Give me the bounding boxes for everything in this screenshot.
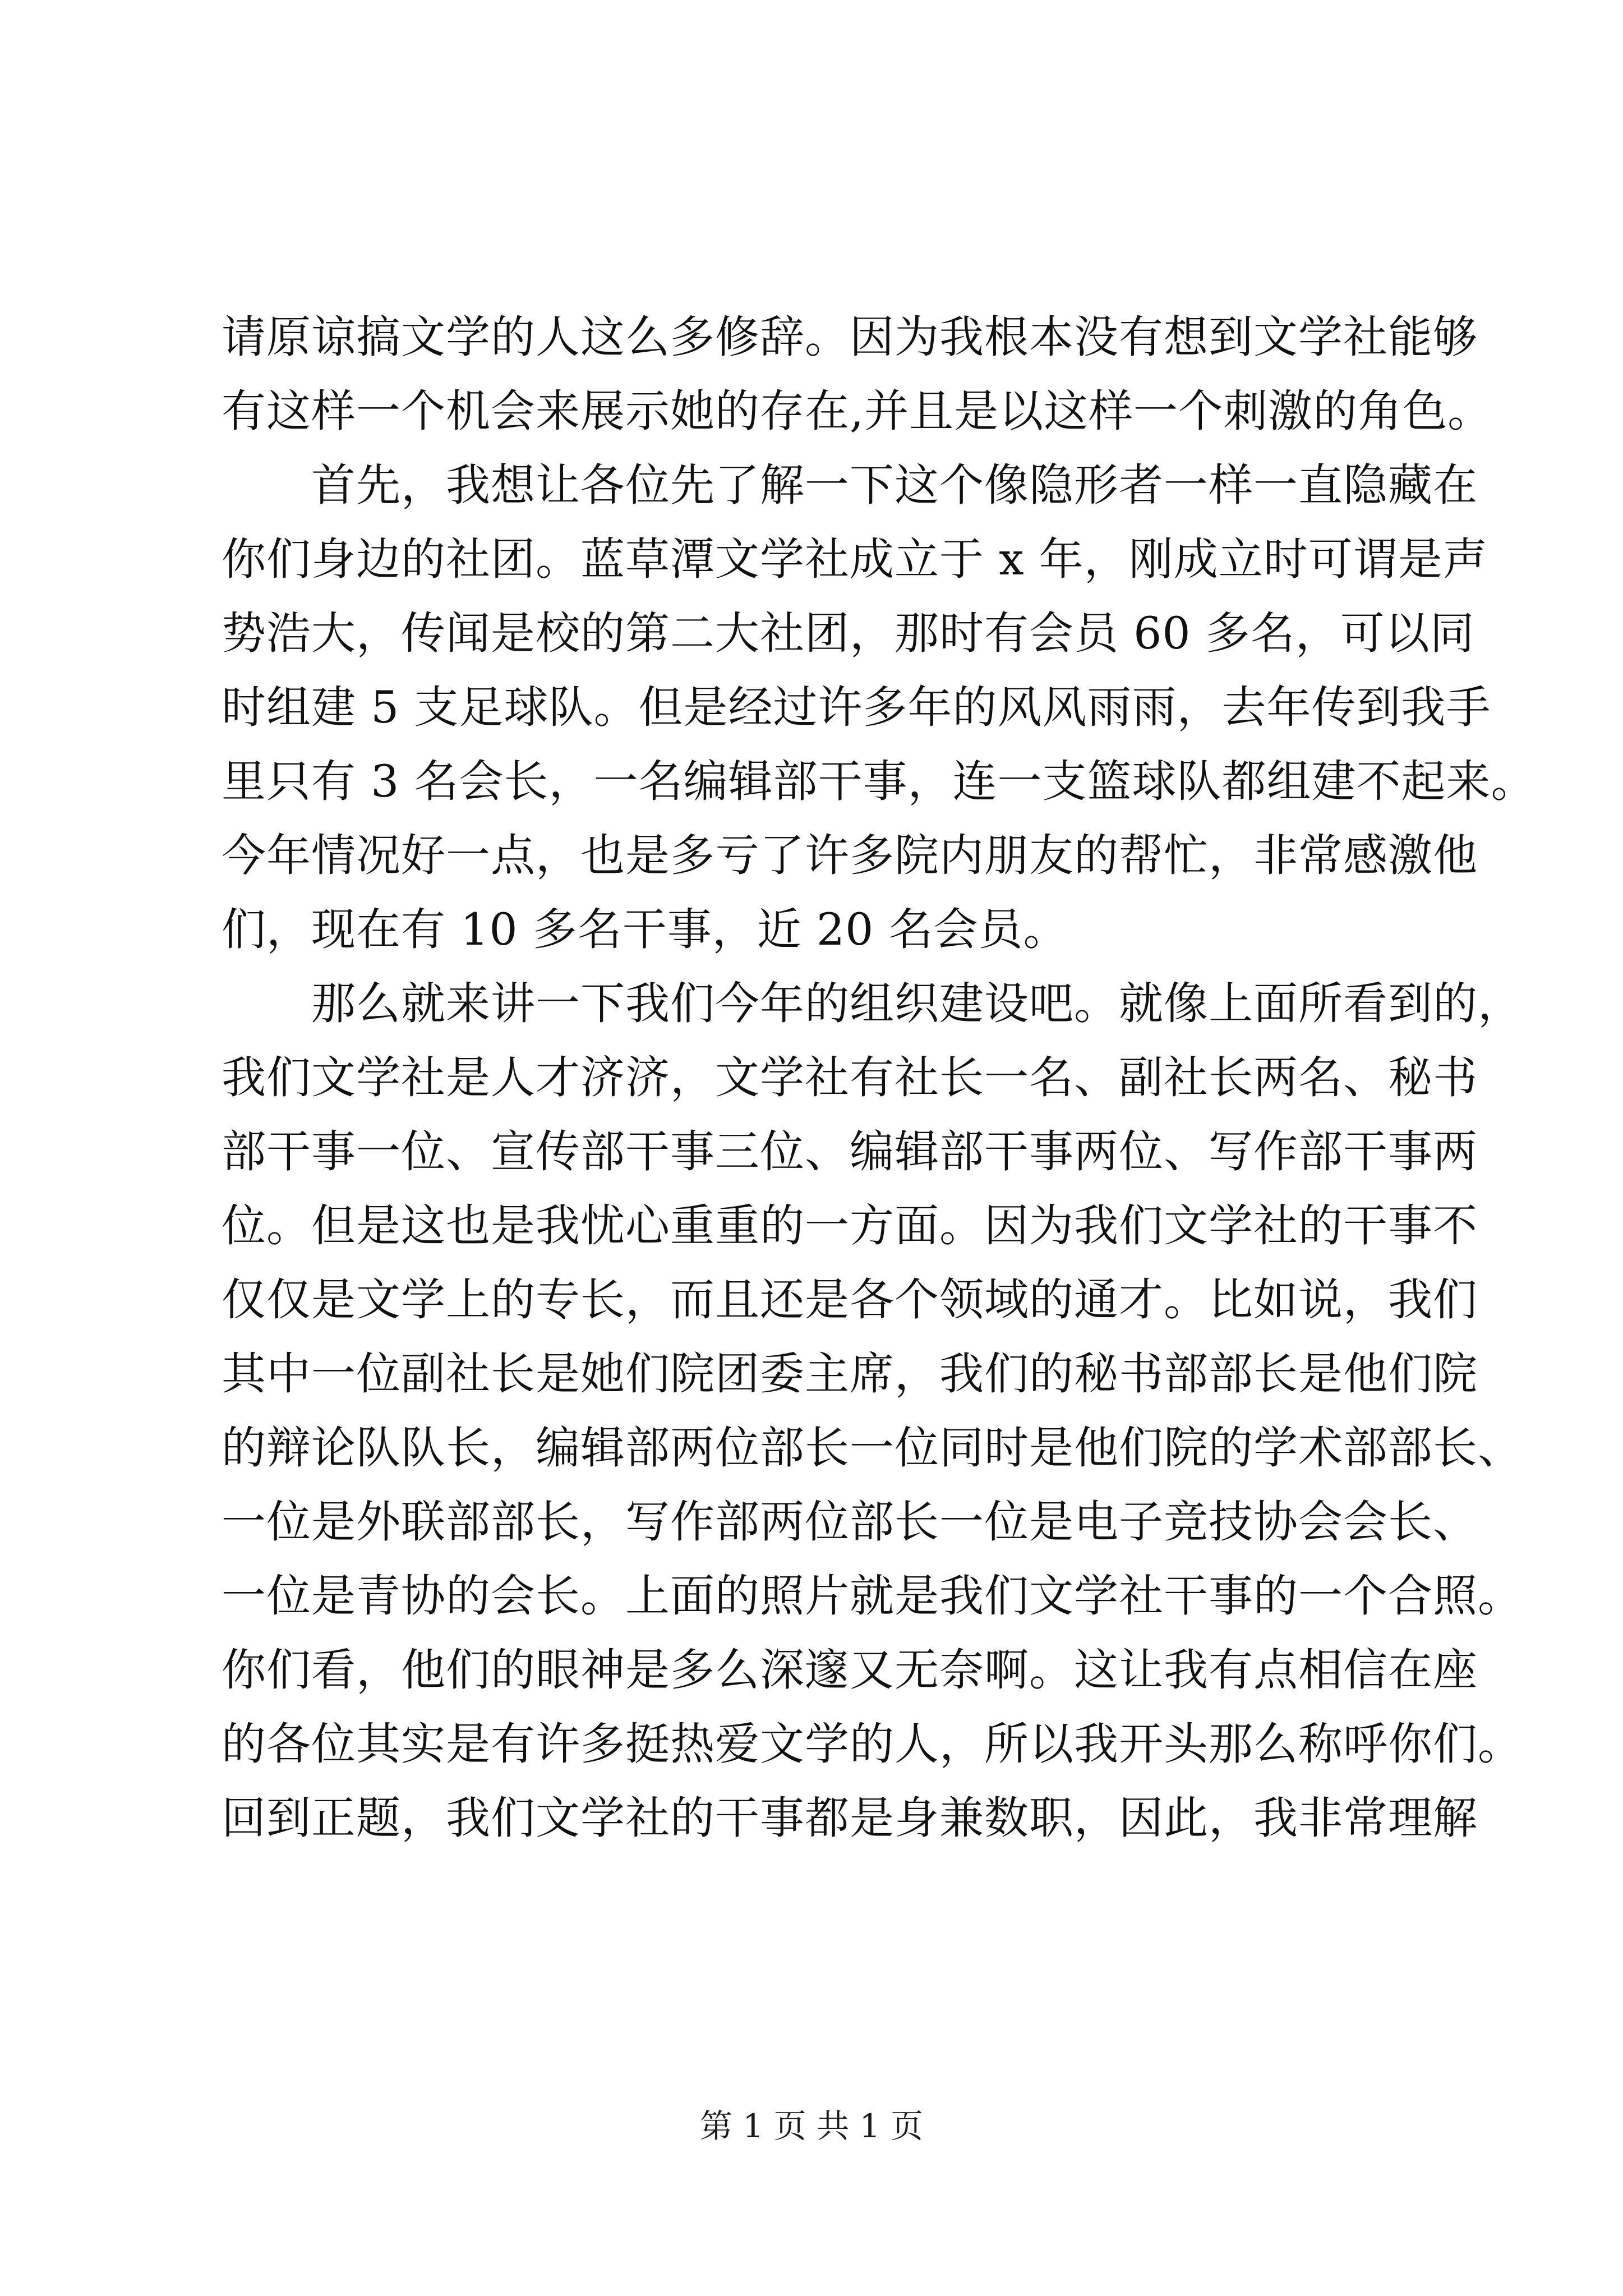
page-footer: 第 1 页 共 1 页 — [700, 2107, 923, 2145]
text-line: 们，现在有 10 多名干事，近 20 名会员。 — [222, 904, 1068, 955]
text-line: 里只有 3 名会长，一名编辑部干事，连一支篮球队都组建不起来。 — [222, 756, 1536, 807]
paragraph-first-line: 首先，我想让各位先了解一下这个像隐形者一样一直隐藏在 — [311, 459, 1478, 511]
text-line: 我们文学社是人才济济，文学社有社长一名、副社长两名、秘书 — [222, 1052, 1478, 1103]
text-line: 其中一位副社长是她们院团委主席，我们的秘书部部长是他们院 — [222, 1348, 1478, 1400]
text-line: 你们身边的社团。蓝草潭文学社成立于 x 年，刚成立时可谓是声 — [222, 533, 1488, 585]
text-line: 你们看，他们的眼神是多么深邃又无奈啊。这让我有点相信在座 — [222, 1644, 1478, 1696]
text-line: 位。但是这也是我忧心重重的一方面。因为我们文学社的干事不 — [222, 1200, 1478, 1251]
text-line: 仅仅是文学上的专长，而且还是各个领域的通才。比如说，我们 — [222, 1274, 1478, 1326]
text-line: 的各位其实是有许多挺热爱文学的人，所以我开头那么称呼你们。 — [222, 1718, 1523, 1770]
document-body — [222, 300, 1536, 1855]
text-line: 一位是青协的会长。上面的照片就是我们文学社干事的一个合照。 — [222, 1570, 1523, 1622]
text-line: 时组建 5 支足球队。但是经过许多年的风风雨雨，去年传到我手 — [222, 682, 1491, 733]
text-line: 请原谅搞文学的人这么多修辞。因为我根本没有想到文学社能够 — [222, 311, 1478, 363]
text-line: 回到正题，我们文学社的干事都是身兼数职，因此，我非常理解 — [222, 1792, 1478, 1844]
text-line: 势浩大，传闻是校的第二大社团，那时有会员 60 多名，可以同 — [222, 608, 1475, 659]
text-line: 一位是外联部部长，写作部两位部长一位是电子竞技协会会长、 — [222, 1496, 1478, 1548]
text-line: 今年情况好一点，也是多亏了许多院内朋友的帮忙，非常感激他 — [222, 830, 1478, 881]
paragraph-first-line: 那么就来讲一下我们今年的组织建设吧。就像上面所看到的， — [311, 978, 1523, 1029]
text-line: 有这样一个机会来展示她的存在,并且是以这样一个刺激的角色。 — [222, 385, 1493, 437]
text-line: 部干事一位、宣传部干事三位、编辑部干事两位、写作部干事两 — [222, 1126, 1478, 1177]
text-line: 的辩论队队长，编辑部两位部长一位同时是他们院的学术部部长、 — [222, 1422, 1523, 1474]
